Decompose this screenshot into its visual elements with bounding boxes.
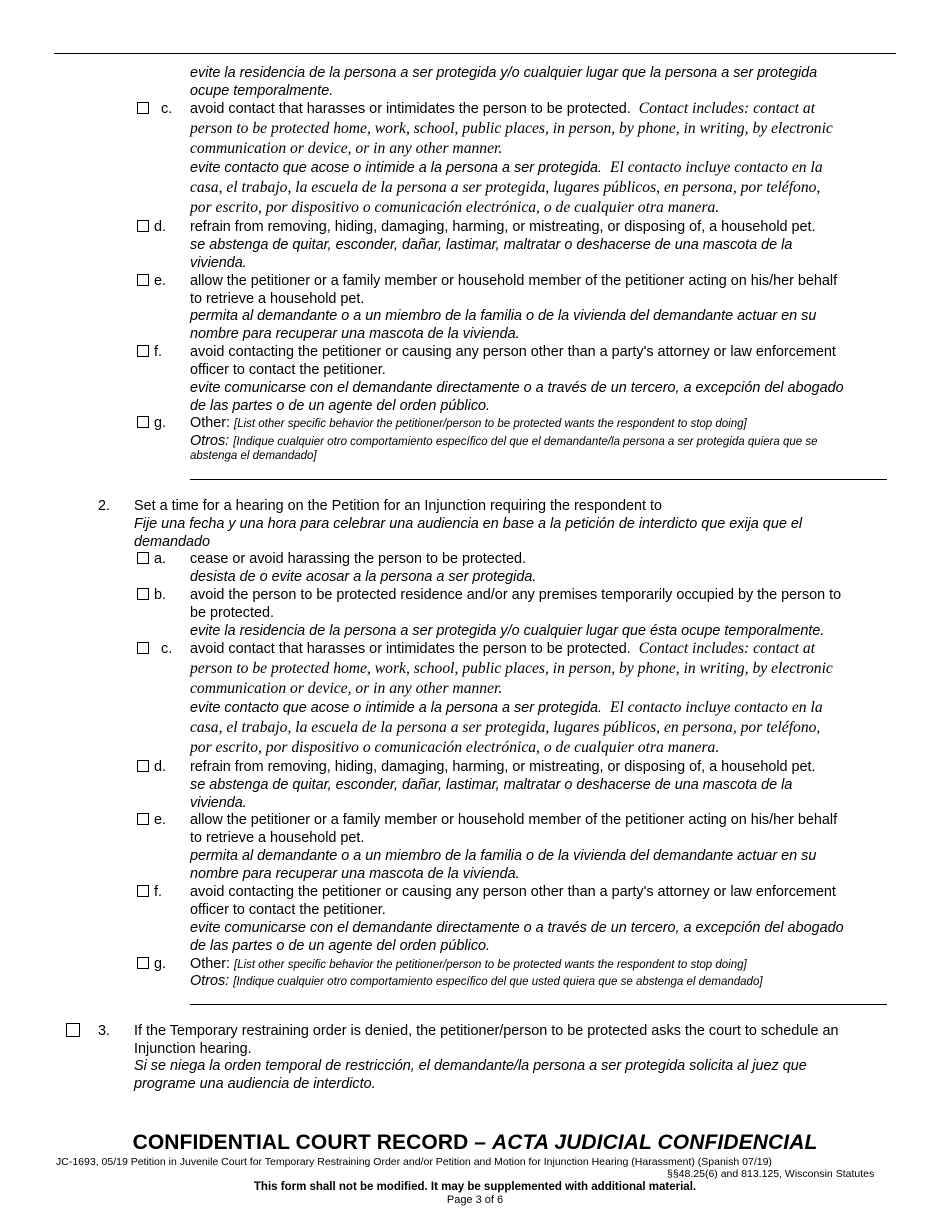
- s2-b-letter: b.: [154, 587, 167, 603]
- s1-f-en-2: officer to contact the petitioner.: [190, 362, 386, 378]
- s2-e-en-1: allow the petitioner or a family member or household member of the petitioner acting on his/her behalf: [190, 812, 838, 828]
- s2-e-es-1: permita al demandante o a un miembro de la familia o de la vivienda del demandante actuar en su: [190, 848, 817, 864]
- s1-e-en-2: to retrieve a household pet.: [190, 291, 365, 307]
- s1-d-es-2: vivienda.: [190, 255, 247, 271]
- s2-d-letter: d.: [154, 759, 167, 775]
- s1-g-en-label: Other:: [190, 415, 230, 431]
- s1-c-es: [190, 159, 823, 177]
- s1-d-letter: d.: [154, 219, 167, 235]
- s1-b-es-line2: ocupe temporalmente.: [190, 83, 334, 99]
- form-id: JC-1693, 05/19 Petition in Juvenile Court for Temporary Restraining Order and/or Petition and Motion for Injunction Hearing (Harassment) (Spanish 07/19): [56, 1156, 772, 1168]
- s2-c-es-contact-2: casa, el trabajo, la escuela de la persona a ser protegida, lugares públicos, en persona, por teléfono,: [190, 719, 821, 736]
- s2-e-checkbox[interactable]: [137, 813, 149, 825]
- s2-c-en-contact-3: communication or device, or in any other manner.: [190, 680, 503, 697]
- s2-g-en-label: Other:: [190, 956, 230, 972]
- s2-c-en-contact-1: Contact includes: contact at: [638, 640, 816, 657]
- s1-e-en-1: allow the petitioner or a family member or household member of the petitioner acting on his/her behalf: [190, 273, 838, 289]
- s1-c-en-contact-1: Contact includes: contact at: [638, 100, 816, 117]
- s2-heading-es-2: demandado: [134, 534, 211, 550]
- s3-checkbox[interactable]: [66, 1023, 80, 1037]
- s2-e-en-2: to retrieve a household pet.: [190, 830, 365, 846]
- s2-a-es: desista de o evite acosar a la persona a ser protegida.: [190, 569, 537, 585]
- s1-f-checkbox[interactable]: [137, 345, 149, 357]
- form-notice: This form shall not be modified. It may be supplemented with additional material.: [253, 1181, 697, 1193]
- s1-g-es-note-2: abstenga el demandado]: [190, 450, 317, 462]
- s3-es-1: Si se niega la orden temporal de restricción, el demandante/la persona a ser protegida solicita al juez que: [134, 1058, 807, 1074]
- s1-f-es-1: evite comunicarse con el demandante directamente o a través de un tercero, a excepción del abogado: [190, 380, 844, 396]
- s1-d-checkbox[interactable]: [137, 220, 149, 232]
- s2-b-en-2: be protected.: [190, 605, 275, 621]
- s2-d-checkbox[interactable]: [137, 760, 149, 772]
- s2-d-en: refrain from removing, hiding, damaging, harming, or mistreating, or disposing of, a household pet.: [190, 759, 816, 775]
- s2-g-es-label: Otros:: [190, 973, 230, 989]
- s1-d-es-1: se abstenga de quitar, esconder, dañar, lastimar, maltratar o deshacerse de una mascota de la: [190, 237, 793, 253]
- s2-e-es-2: nombre para recuperar una mascota de la vivienda.: [190, 866, 520, 882]
- s1-c-es-contact-1: El contacto incluye contacto en la: [610, 159, 823, 176]
- s2-g-es-note: [Indique cualquier otro comportamiento específico del que usted quiera que se abstenga el demandado]: [233, 976, 763, 988]
- s2-b-es: evite la residencia de la persona a ser protegida y/o cualquier lugar que ésta ocupe temporalmente.: [190, 623, 825, 639]
- s1-g-checkbox[interactable]: [137, 416, 149, 428]
- s1-c-es-main: evite contacto que acose o intimide a la persona a ser protegida.: [190, 160, 602, 176]
- s2-f-en-1: avoid contacting the petitioner or causing any person other than a party's attorney or law enforcement: [190, 884, 836, 900]
- s2-c-es-contact-1: El contacto incluye contacto en la: [610, 699, 823, 716]
- confidential-title-en: CONFIDENTIAL COURT RECORD –: [132, 1131, 493, 1154]
- s2-d-es-1: se abstenga de quitar, esconder, dañar, lastimar, maltratar o deshacerse de una mascota de la: [190, 777, 793, 793]
- s3-es-2: programe una audiencia de interdicto.: [134, 1076, 376, 1092]
- statutes: §§48.25(6) and 813.125, Wisconsin Statutes: [667, 1168, 875, 1180]
- s3-en-2: Injunction hearing.: [134, 1041, 252, 1057]
- s1-c-en-main: avoid contact that harasses or intimidates the person to be protected.: [190, 101, 631, 117]
- s2-number: 2.: [98, 498, 111, 514]
- s1-g-es-note-1: [Indique cualquier otro comportamiento específico del que el demandante/la persona a ser protegida quiera que se: [233, 436, 818, 448]
- s2-c-es-contact-3: por escrito, por dispositivo o comunicación electrónica, o de cualquier otra manera.: [190, 739, 720, 756]
- s2-g-en-note: [List other specific behavior the petitioner/person to be protected wants the respondent to stop doing]: [234, 959, 747, 971]
- s2-c-en-contact-2: person to be protected home, work, school, public places, in person, by phone, in writing, by electronic: [190, 660, 833, 677]
- s1-b-es-line1: evite la residencia de la persona a ser protegida y/o cualquier lugar que la persona a ser protegida: [190, 65, 818, 81]
- s2-g-es: [190, 972, 763, 991]
- s2-f-letter: f.: [154, 884, 162, 900]
- s1-c-en: [190, 100, 815, 118]
- s1-c-en-contact-2: person to be protected home, work, school, public places, in person, by phone, in writing, by electronic: [190, 120, 833, 137]
- s1-c-checkbox[interactable]: [137, 102, 149, 114]
- s1-c-es-contact-2: casa, el trabajo, la escuela de la persona a ser protegida, lugares públicos, en persona, por teléfono,: [190, 179, 821, 196]
- s3-number: 3.: [98, 1023, 111, 1039]
- s2-g-letter: g.: [154, 956, 167, 972]
- s2-d-es-2: vivienda.: [190, 795, 247, 811]
- s2-a-en: cease or avoid harassing the person to be protected.: [190, 551, 526, 567]
- confidential-title: [0, 1131, 950, 1155]
- s2-a-checkbox[interactable]: [137, 552, 149, 564]
- s2-b-en-1: avoid the person to be protected residence and/or any premises temporarily occupied by the person to: [190, 587, 842, 603]
- s1-c-en-contact-3: communication or device, or in any other manner.: [190, 140, 503, 157]
- s1-g-answer-line[interactable]: [190, 479, 887, 480]
- top-rule: [54, 53, 896, 54]
- s2-c-en: [190, 640, 815, 658]
- s1-g-en: [190, 414, 747, 433]
- s2-c-checkbox[interactable]: [137, 642, 149, 654]
- s2-f-es-2: de las partes o de un agente del orden público.: [190, 938, 491, 954]
- page-number: Page 3 of 6: [446, 1194, 504, 1206]
- s2-heading-en: Set a time for a hearing on the Petition for an Injunction requiring the respondent to: [134, 498, 662, 514]
- s1-e-checkbox[interactable]: [137, 274, 149, 286]
- s2-c-es: [190, 699, 823, 717]
- s2-g-checkbox[interactable]: [137, 957, 149, 969]
- s1-g-es-label: Otros:: [190, 433, 230, 449]
- s2-e-letter: e.: [154, 812, 167, 828]
- s1-e-es-1: permita al demandante o a un miembro de la familia o de la vivienda del demandante actuar en su: [190, 308, 817, 324]
- s1-f-es-2: de las partes o de un agente del orden público.: [190, 398, 491, 414]
- s2-f-checkbox[interactable]: [137, 885, 149, 897]
- s2-b-checkbox[interactable]: [137, 588, 149, 600]
- s1-d-en: refrain from removing, hiding, damaging, harming, or mistreating, or disposing of, a household pet.: [190, 219, 816, 235]
- s2-heading-es-1: Fije una fecha y una hora para celebrar una audiencia en base a la petición de interdicto que exija que el: [134, 516, 803, 532]
- s2-a-letter: a.: [154, 551, 167, 567]
- s1-e-letter: e.: [154, 273, 167, 289]
- s1-c-es-contact-3: por escrito, por dispositivo o comunicación electrónica, o de cualquier otra manera.: [190, 199, 720, 216]
- s1-g-en-note: [List other specific behavior the petitioner/person to be protected wants the respondent to stop doing]: [234, 418, 747, 430]
- s1-f-en-1: avoid contacting the petitioner or causing any person other than a party's attorney or law enforcement: [190, 344, 836, 360]
- s2-g-answer-line[interactable]: [190, 1004, 887, 1005]
- s1-g-letter: g.: [154, 415, 167, 431]
- s2-c-letter: c.: [161, 641, 173, 657]
- s2-c-es-main: evite contacto que acose o intimide a la persona a ser protegida.: [190, 700, 602, 716]
- s2-f-es-1: evite comunicarse con el demandante directamente o a través de un tercero, a excepción del abogado: [190, 920, 844, 936]
- s1-f-letter: f.: [154, 344, 162, 360]
- s1-e-es-2: nombre para recuperar una mascota de la vivienda.: [190, 326, 520, 342]
- s1-c-letter: c.: [161, 101, 173, 117]
- s3-en-1: If the Temporary restraining order is denied, the petitioner/person to be protected asks the court to schedule an: [134, 1023, 839, 1039]
- s2-c-en-main: avoid contact that harasses or intimidates the person to be protected.: [190, 641, 631, 657]
- confidential-title-es: ACTA JUDICIAL CONFIDENCIAL: [492, 1131, 818, 1154]
- s2-f-en-2: officer to contact the petitioner.: [190, 902, 386, 918]
